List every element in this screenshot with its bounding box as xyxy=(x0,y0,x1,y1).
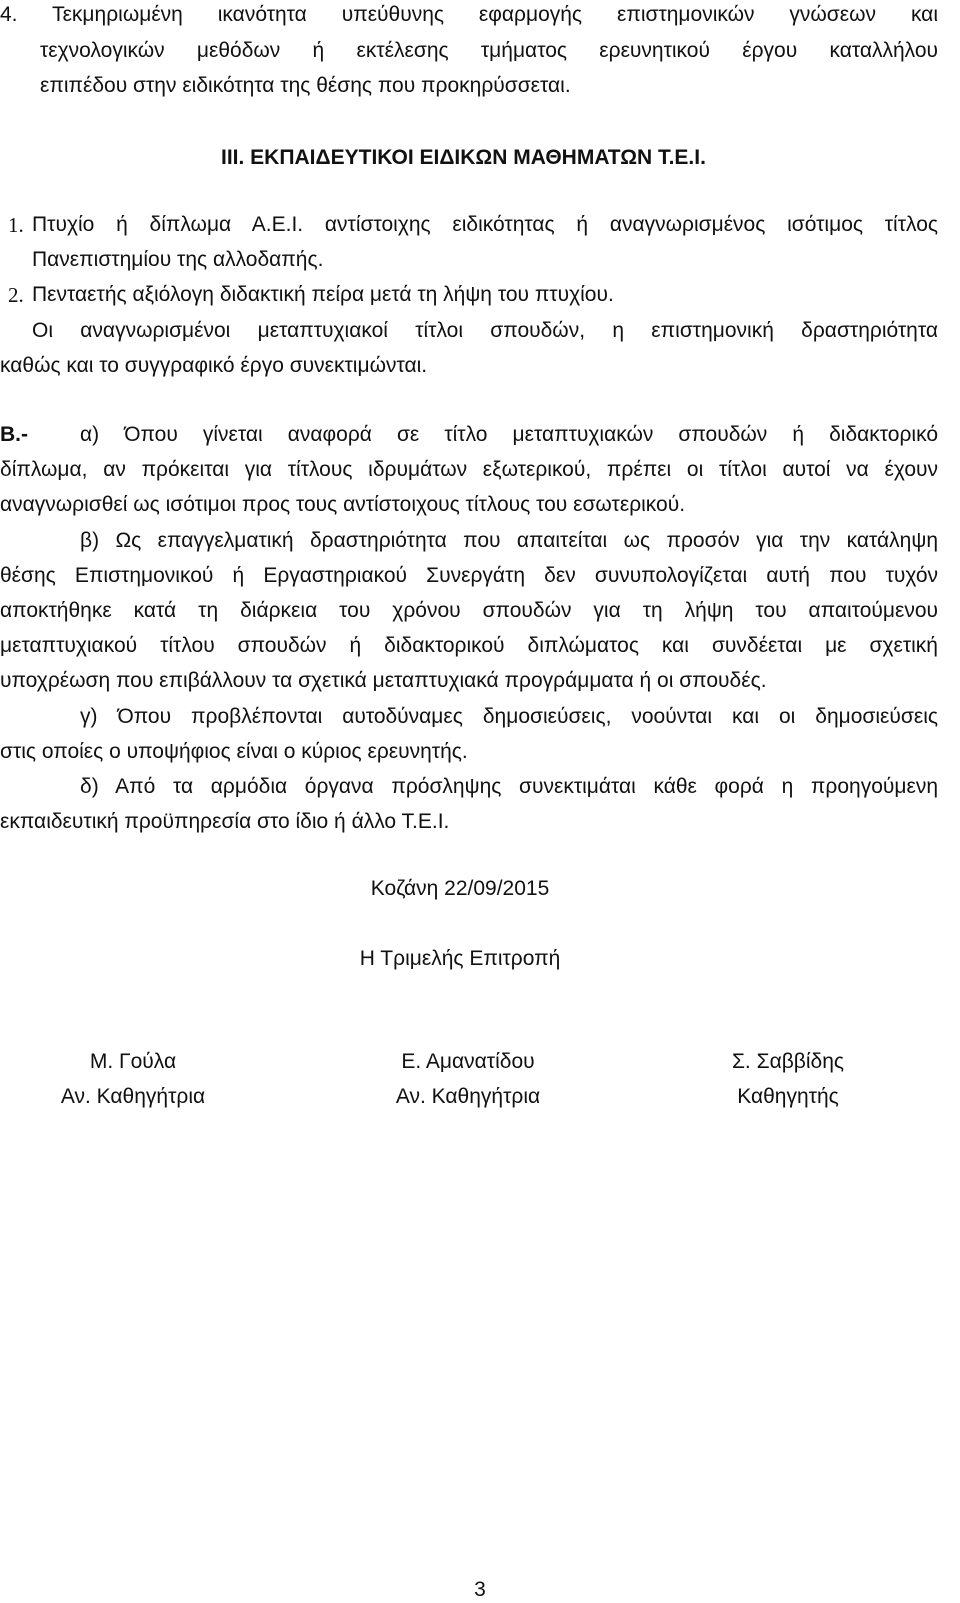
gamma-line2: στις οποίες ο υποψήφιος είναι ο κύριος ερευνητής. xyxy=(0,740,468,763)
signatory-2-name: Ε. Αμανατίδου xyxy=(401,1050,535,1073)
alpha-line3: αναγνωρισθεί ως ισότιμοι προς τους αντίστοιχους τίτλους του εσωτερικού. xyxy=(0,493,686,516)
beta-line2: θέσης Επιστημονικού ή Εργαστηριακού Συνεργάτη δεν συνυπολογίζεται αυτή που τυχόν xyxy=(0,564,938,587)
beta-line1: β) Ως επαγγελματική δραστηριότητα που απαιτείται ως προσόν για την κατάληψη xyxy=(80,529,938,552)
delta-line1: δ) Από τα αρμόδια όργανα πρόσληψης συνεκτιμάται κάθε φορά η προηγούμενη xyxy=(80,775,938,798)
beta-line5: υποχρέωση που επιβάλλουν τα σχετικά μεταπτυχιακά προγράμματα ή οι σπουδές. xyxy=(0,669,767,692)
note-line2: καθώς και το συγγραφικό έργο συνεκτιμώνται. xyxy=(0,354,428,377)
item4-line2: τεχνολογικών μεθόδων ή εκτέλεσης τμήματος ερευνητικού έργου καταλλήλου xyxy=(40,39,938,62)
committee-title: Η Τριμελής Επιτροπή xyxy=(359,947,561,970)
section-b-label: Β.- xyxy=(0,423,28,446)
item1-number xyxy=(8,212,24,239)
signatory-1-title: Αν. Καθηγήτρια xyxy=(60,1085,206,1108)
item2-text: Πενταετής αξιόλογη διδακτική πείρα μετά τη λήψη του πτυχίου. xyxy=(32,283,614,306)
item1-line1: Πτυχίο ή δίπλωμα Α.Ε.Ι. αντίστοιχης ειδικότητας ή αναγνωρισμένος ισότιμος τίτλος xyxy=(32,213,938,236)
signatory-2-title: Αν. Καθηγήτρια xyxy=(395,1085,541,1108)
signatory-3-title: Καθηγητής xyxy=(737,1085,839,1108)
section-heading: III. ΕΚΠΑΙΔΕΥΤΙΚΟΙ ΕΙΔΙΚΩΝ ΜΑΘΗΜΑΤΩΝ Τ.Ε.Ι. xyxy=(221,146,706,169)
item4-line3: επιπέδου στην ειδικότητα της θέσης που προκηρύσσεται. xyxy=(40,74,571,97)
gamma-line1: γ) Όπου προβλέπονται αυτοδύναμες δημοσιεύσεις, νοούνται και οι δημοσιεύσεις xyxy=(80,705,938,728)
item2-number xyxy=(8,282,24,309)
place-date: Κοζάνη 22/09/2015 xyxy=(370,877,550,900)
signatory-1-name: Μ. Γούλα xyxy=(89,1050,177,1073)
beta-line3: αποκτήθηκε κατά τη διάρκεια του χρόνου σπουδών για τη λήψη του απαιτούμενου xyxy=(0,599,938,622)
item4-line1: 4. Τεκμηριωμένη ικανότητα υπεύθυνης εφαρμογής επιστημονικών γνώσεων και xyxy=(0,3,938,26)
item2-number-text: 2. xyxy=(8,283,24,307)
alpha-line2: δίπλωμα, αν πρόκειται για τίτλους ιδρυμάτων εξωτερικού, πρέπει οι τίτλοι αυτοί να έχουν xyxy=(0,458,938,481)
note-line1: Οι αναγνωρισμένοι μεταπτυχιακοί τίτλοι σπουδών, η επιστημονική δραστηριότητα xyxy=(32,319,938,342)
item1-line2: Πανεπιστημίου της αλλοδαπής. xyxy=(32,248,324,271)
page-number: 3 xyxy=(474,1578,486,1601)
item1-number-text: 1. xyxy=(8,213,24,237)
alpha-line1: α) Όπου γίνεται αναφορά σε τίτλο μεταπτυχιακών σπουδών ή διδακτορικό xyxy=(80,423,938,446)
beta-line4: μεταπτυχιακού τίτλου σπουδών ή διδακτορικού διπλώματος και συνδέεται με σχετική xyxy=(0,634,938,657)
delta-line2: εκπαιδευτική προϋπηρεσία στο ίδιο ή άλλο Τ.Ε.Ι. xyxy=(0,810,450,833)
signatory-3-name: Σ. Σαββίδης xyxy=(731,1050,845,1073)
